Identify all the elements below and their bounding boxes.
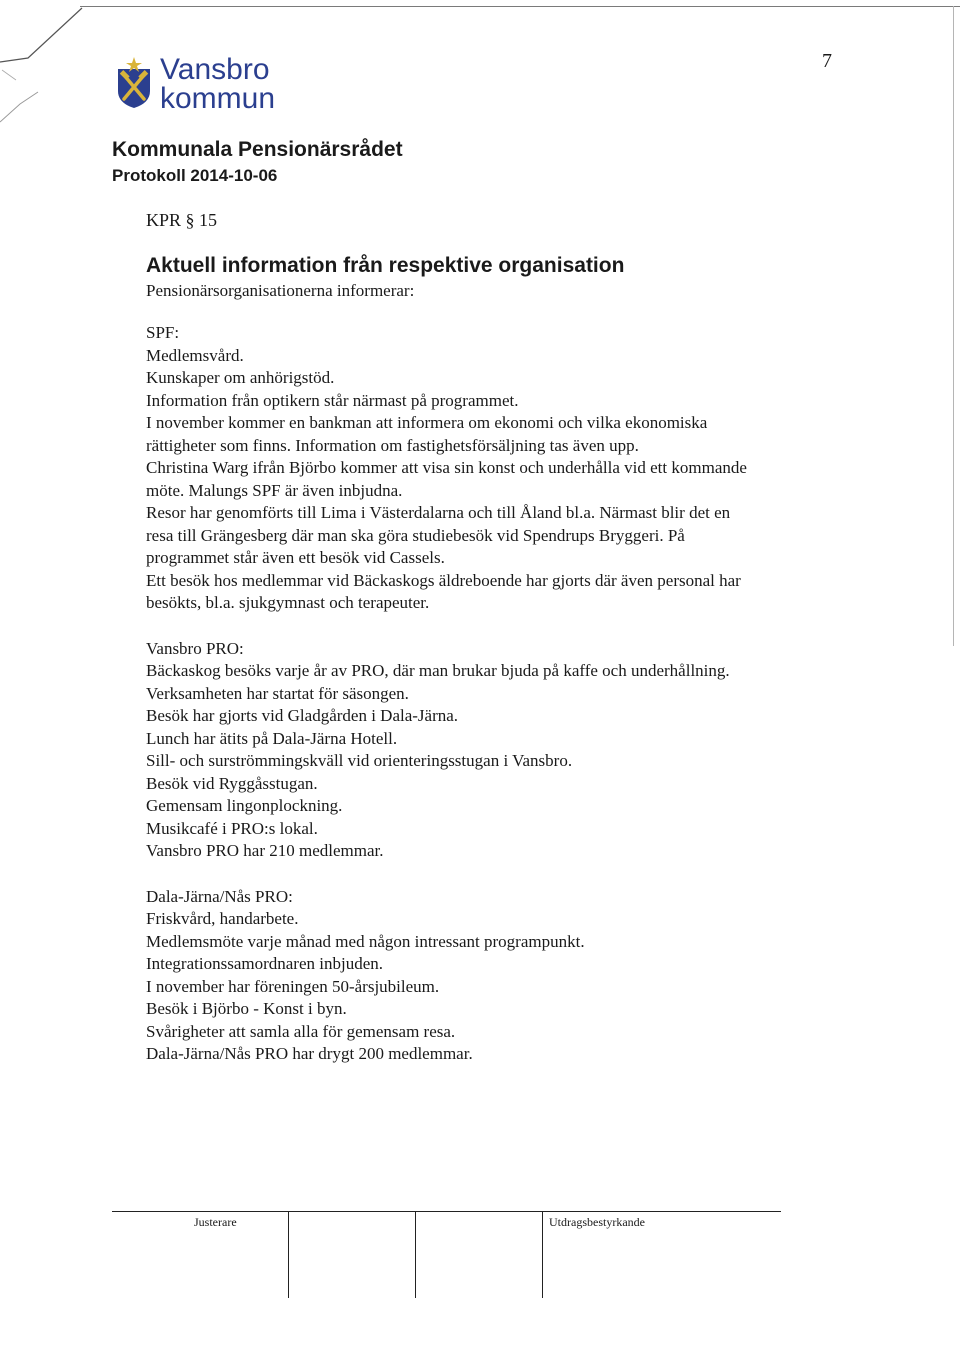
- scan-corner-artifact: [0, 0, 120, 130]
- text-line: SPF:: [146, 323, 180, 342]
- signature-label-justerare: Justerare: [194, 1215, 237, 1229]
- text-line: I november kommer en bankman att informera om ekonomi och vilka ekonomiska: [146, 413, 708, 432]
- crossed-hammers-emblem-icon: [112, 55, 156, 109]
- text-line: Musikcafé i PRO:s lokal.: [146, 818, 318, 838]
- scan-edge-line: [80, 6, 960, 7]
- text-line: Dala-Järna/Nås PRO har drygt 200 medlemmar.: [146, 1044, 473, 1063]
- signature-table: [112, 1211, 781, 1298]
- section-title: Aktuell information från respektive organisation: [146, 254, 625, 277]
- text-line: Kunskaper om anhörigstöd.: [146, 368, 335, 387]
- text-line: Ett besök hos medlemmar vid Bäckaskogs äldreboende har gjorts där även personal har: [146, 570, 741, 590]
- signature-cell-justerare: [112, 1212, 289, 1299]
- scan-edge-line: [953, 6, 954, 646]
- organisation-block-spf: [146, 322, 846, 615]
- text-line: Besök vid Ryggåsstugan.: [146, 773, 318, 793]
- text-line: Christina Warg ifrån Björbo kommer att visa sin konst och underhålla vid ett kommande: [146, 458, 747, 477]
- document-body: [146, 208, 846, 1089]
- text-line: möte. Malungs SPF är även inbjudna.: [146, 480, 403, 500]
- text-line: Medlemsmöte varje månad med någon intressant programpunkt.: [146, 931, 585, 951]
- text-line: Medlemsvård.: [146, 345, 244, 365]
- text-line: resa till Grängesberg där man ska göra studiebesök vid Spendrups Bryggeri. På: [146, 525, 685, 545]
- signature-field: [289, 1212, 416, 1299]
- text-line: Lunch har ätits på Dala-Järna Hotell.: [146, 728, 398, 748]
- signature-cell-utdragsbestyrkande: [543, 1212, 782, 1299]
- organisation-block-vansbro-pro: [146, 638, 846, 863]
- signature-label-utdragsbestyrkande: Utdragsbestyrkande: [549, 1215, 645, 1229]
- text-line: Sill- och surströmmingskväll vid orienteringsstugan i Vansbro.: [146, 751, 573, 770]
- signature-row: [112, 1212, 781, 1299]
- text-line: Dala-Järna/Nås PRO:: [146, 886, 293, 906]
- logo-line-1: Vansbro: [160, 53, 270, 86]
- text-line: I november har föreningen 50-årsjubileum.: [146, 976, 440, 996]
- text-line: Besök i Björbo - Konst i byn.: [146, 999, 347, 1018]
- text-line: Gemensam lingonplockning.: [146, 796, 343, 815]
- text-line: programmet står även ett besök vid Cassels.: [146, 548, 445, 567]
- logo-line-2: kommun: [160, 82, 276, 115]
- signature-field: [416, 1212, 543, 1299]
- text-line: besökts, bl.a. sjukgymnast och terapeuter.: [146, 593, 430, 612]
- vansbro-kommun-logo: [112, 55, 275, 113]
- text-line: Verksamheten har startat för säsongen.: [146, 683, 409, 703]
- logo-wordmark: [160, 55, 275, 113]
- page-number: 7: [822, 50, 832, 72]
- text-line: Svårigheter att samla alla för gemensam resa.: [146, 1021, 456, 1041]
- paragraph-number: KPR § 15: [146, 210, 218, 230]
- organisation-block-dala-jarna-nas-pro: [146, 886, 846, 1066]
- document-header-title: Kommunala Pensionärsrådet: [112, 138, 403, 161]
- text-line: Integrationssamordnaren inbjuden.: [146, 954, 383, 973]
- text-line: Resor har genomförts till Lima i Västerdalarna och till Åland bl.a. Närmast blir det en: [146, 503, 731, 522]
- text-line: Vansbro PRO:: [146, 638, 244, 658]
- intro-text: Pensionärsorganisationerna informerar:: [146, 281, 415, 300]
- text-line: Friskvård, handarbete.: [146, 909, 299, 928]
- text-line: Vansbro PRO har 210 medlemmar.: [146, 841, 384, 860]
- text-line: Information från optikern står närmast på programmet.: [146, 390, 519, 410]
- text-line: rättigheter som finns. Information om fastighetsförsäljning tas även upp.: [146, 435, 639, 455]
- text-line: Besök har gjorts vid Gladgården i Dala-Järna.: [146, 706, 459, 725]
- text-line: Bäckaskog besöks varje år av PRO, där man brukar bjuda på kaffe och underhållning.: [146, 661, 730, 680]
- document-header-subtitle: Protokoll 2014-10-06: [112, 166, 278, 185]
